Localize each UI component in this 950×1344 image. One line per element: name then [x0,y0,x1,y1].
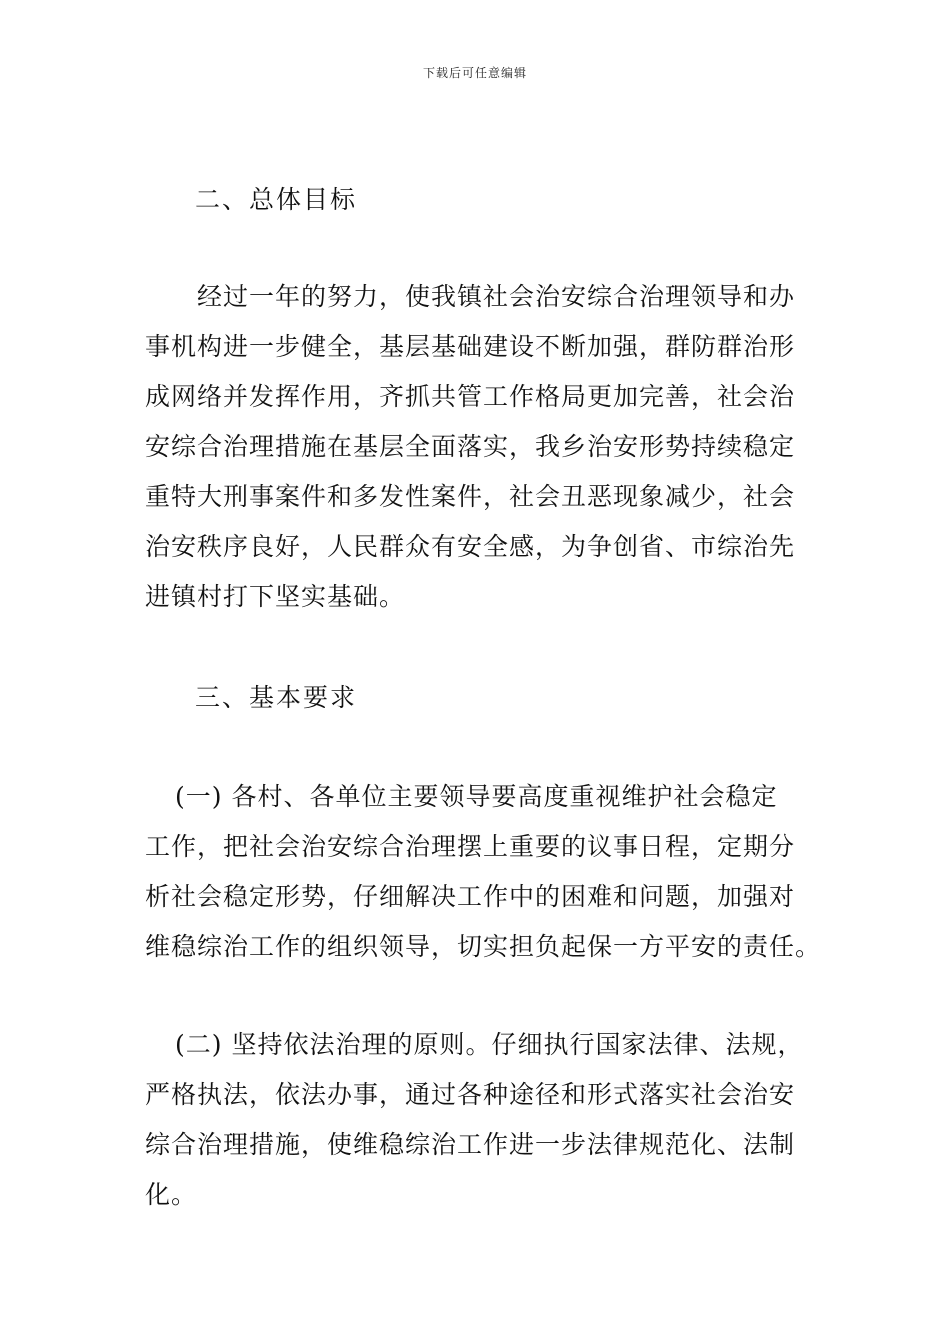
paragraph-line: 经过一年的努力，使我镇社会治安综合治理领导和办 [197,282,796,311]
requirement-1-paragraph [145,772,822,972]
header-note: 下载后可任意编辑 [422,66,527,80]
paragraph-line: 维稳综治工作的组织领导，切实担负起保一方平安的责任。 [145,932,822,961]
paragraph-line: (一) 各村、各单位主要领导要高度重视维护社会稳定 [175,782,778,811]
paragraph-line: 重特大刑事案件和多发性案件，社会丑恶现象减少，社会 [145,482,796,511]
goal-paragraph [145,272,810,622]
paragraph-line: 化。 [145,1180,198,1209]
paragraph-line: 析社会稳定形势，仔细解决工作中的困难和问题，加强对 [145,882,796,911]
paragraph-line: 事机构进一步健全，基层基础建设不断加强，群防群治形 [145,332,796,361]
paragraph-line: 进镇村打下坚实基础。 [145,582,406,611]
paragraph-line: 工作，把社会治安综合治理摆上重要的议事日程，定期分 [145,832,796,861]
paragraph-line: 成网络并发挥作用，齐抓共管工作格局更加完善，社会治 [145,382,796,411]
section-heading-goal: 二、总体目标 [195,185,358,214]
paragraph-line: 治安秩序良好，人民群众有安全感，为争创省、市综治先 [145,532,796,561]
paragraph-line: 综合治理措施，使维稳综治工作进一步法律规范化、法制 [145,1130,796,1159]
paragraph-line: (二) 坚持依法治理的原则。仔细执行国家法律、法规， [175,1030,804,1059]
section-heading-requirements: 三、基本要求 [195,683,358,712]
paragraph-line: 安综合治理措施在基层全面落实，我乡治安形势持续稳定 [145,432,796,461]
paragraph-line: 严格执法，依法办事，通过各种途径和形式落实社会治安 [145,1080,796,1109]
requirement-2-paragraph [145,1020,810,1220]
